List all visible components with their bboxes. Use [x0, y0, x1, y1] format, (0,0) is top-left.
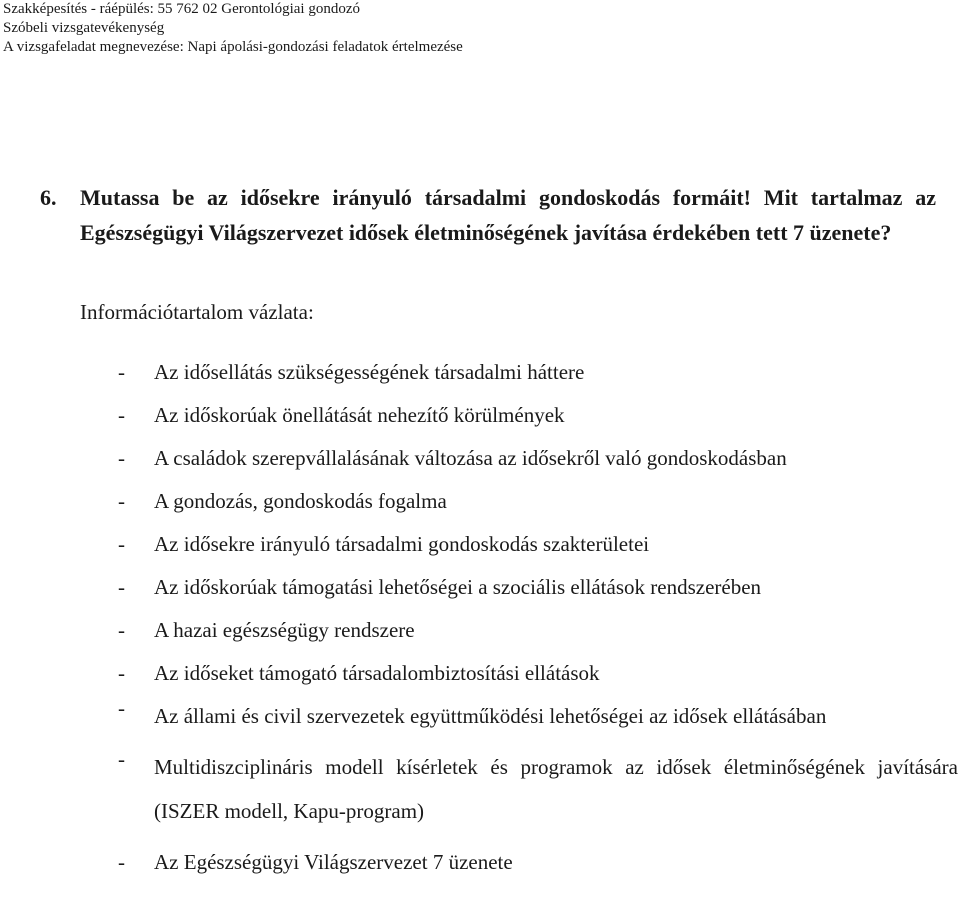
list-item-text: Az idősekre irányuló társadalmi gondoskodás szakterületei: [154, 532, 650, 556]
list-item: [118, 358, 958, 386]
list-item-text: Az idősellátás szükségességének társadalmi háttere: [154, 360, 585, 384]
list-item-text: Az állami és civil szervezetek együttműködési lehetőségei az idősek ellátásában: [154, 704, 827, 728]
list-dash: -: [118, 446, 125, 470]
list-item: [118, 745, 958, 833]
list-item-text: Az időseket támogató társadalombiztosítási ellátások: [154, 661, 600, 685]
list-item-text: Az időskorúak önellátását nehezítő körülmények: [154, 403, 565, 427]
list-item: [118, 487, 958, 515]
list-item-text: Az időskorúak támogatási lehetőségei a szociális ellátások rendszerében: [154, 575, 762, 599]
list-item-text: A családok szerepvállalásának változása az idősekről való gondoskodásban: [154, 446, 787, 470]
list-item-text: Multidiszciplináris modell kísérletek és programok az idősek életminőségének javítására (ISZER modell, Kapu-program): [154, 755, 958, 823]
list-dash: -: [118, 661, 125, 685]
list-item: [118, 401, 958, 429]
list-item: [118, 616, 958, 644]
list-item: [118, 659, 958, 687]
list-dash: -: [118, 618, 125, 642]
list-item: [118, 573, 958, 601]
list-dash: -: [118, 747, 125, 771]
exam-question: [40, 180, 936, 250]
question-text: Mutassa be az idősekre irányuló társadalmi gondoskodás formáit! Mit tartalmaz az Egészségügyi Világszervezet idősek életminőségének javítása érdekében tett 7 üzenete?: [80, 185, 936, 245]
list-item: [118, 444, 958, 472]
list-dash: -: [118, 360, 125, 384]
list-item-text: A hazai egészségügy rendszere: [154, 618, 415, 642]
list-dash: -: [118, 575, 125, 599]
list-item: [118, 694, 958, 738]
outline-title: Információtartalom vázlata:: [80, 300, 314, 324]
list-item: [118, 848, 958, 876]
list-item-text: Az Egészségügyi Világszervezet 7 üzenete: [154, 850, 513, 874]
list-item-text: A gondozás, gondoskodás fogalma: [154, 489, 447, 513]
header-task-name: A vizsgafeladat megnevezése: Napi ápolási-gondozási feladatok értelmezése: [3, 39, 463, 55]
list-dash: -: [118, 696, 125, 720]
list-item: [118, 530, 958, 558]
outline-list: [118, 358, 958, 876]
list-dash: -: [118, 532, 125, 556]
list-dash: -: [118, 850, 125, 874]
question-number: 6.: [40, 185, 57, 210]
list-dash: -: [118, 403, 125, 427]
list-dash: -: [118, 489, 125, 513]
header-qualification: Szakképesítés - ráépülés: 55 762 02 Gerontológiai gondozó: [3, 1, 360, 17]
document-header: [3, 0, 463, 57]
header-exam-activity: Szóbeli vizsgatevékenység: [3, 20, 165, 36]
